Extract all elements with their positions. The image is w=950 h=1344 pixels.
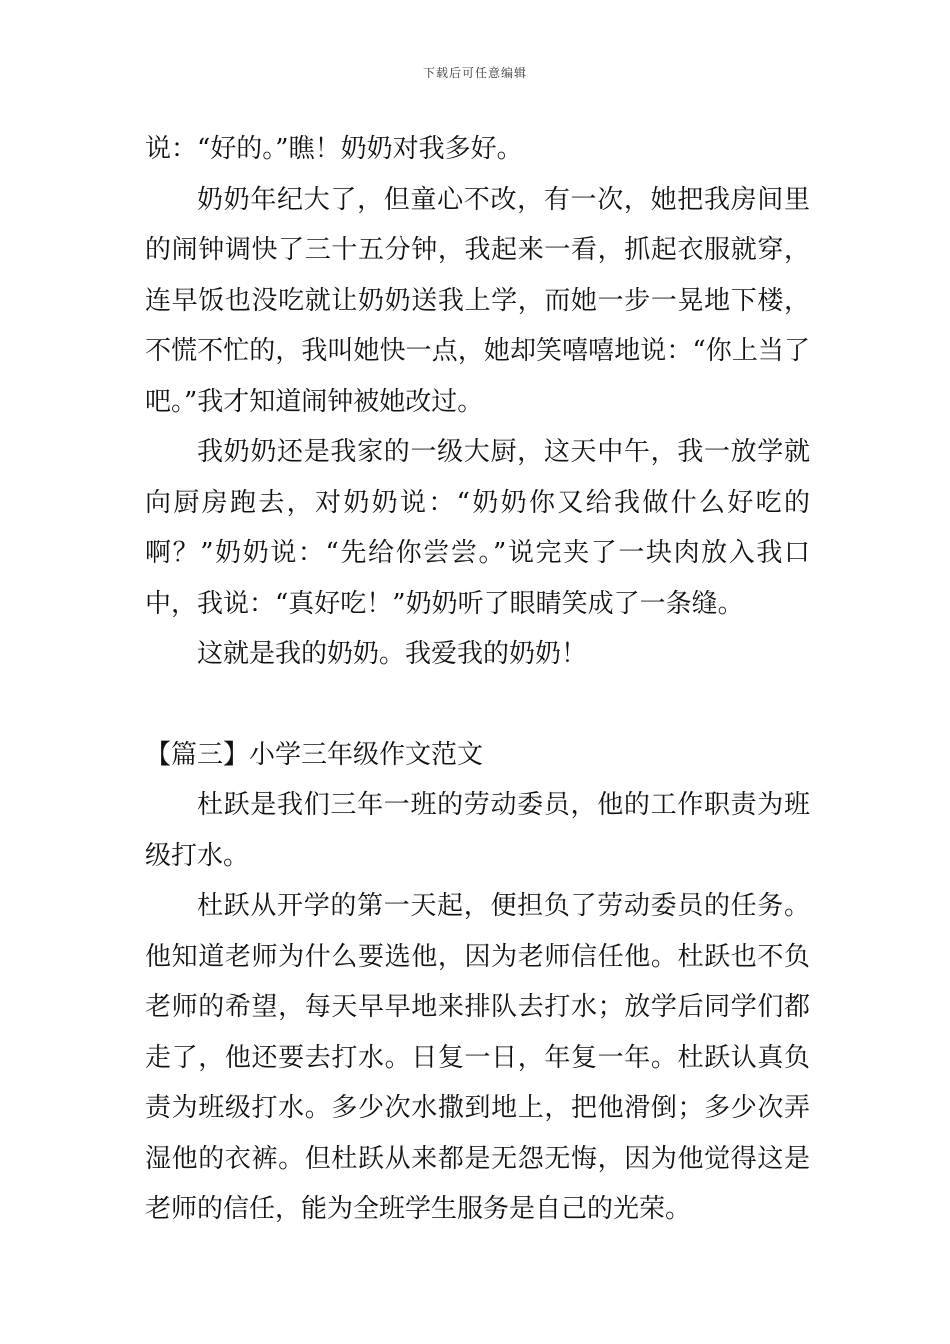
section-title: 【篇三】小学三年级作文范文	[145, 739, 484, 770]
paragraph-grandma-conclusion: 这就是我的奶奶。我爱我的奶奶！	[197, 639, 588, 669]
header-note: 下载后可任意编辑	[422, 66, 527, 80]
paragraph-continuation: 说：“好的。”瞧！奶奶对我多好。	[145, 134, 523, 164]
paragraph-du-yue-intro: 杜跃是我们三年一班的劳动委员，他的工作职责为班级打水。	[145, 790, 810, 871]
paragraph-du-yue-duty: 杜跃从开学的第一天起，便担负了劳动委员的任务。他知道老师为什么要选他，因为老师信任他。杜跃也不负老师的希望，每天早早地来排队去打水；放学后同学们都走了，他还要去打水。日复一日，年复一年。杜跃认真负责为班级打水。多少次水撒到地上，把他滑倒；多少次弄湿他的衣裤。但杜跃从来都是无怨无悔，因为他觉得这是老师的信任，能为全班学生服务是自己的光荣。	[145, 891, 810, 1224]
paragraph-grandma-clock: 奶奶年纪大了，但童心不改，有一次，她把我房间里的闹钟调快了三十五分钟，我起来一看，抓起衣服就穿，连早饭也没吃就让奶奶送我上学，而她一步一晃地下楼，不慌不忙的，我叫她快一点，她却笑嘻嘻地说：“你上当了吧。”我才知道闹钟被她改过。	[145, 184, 810, 417]
section-spacer	[145, 680, 810, 730]
paragraph-grandma-chef: 我奶奶还是我家的一级大厨，这天中午，我一放学就向厨房跑去，对奶奶说：“奶奶你又给我做什么好吃的啊？”奶奶说：“先给你尝尝。”说完夹了一块肉放入我口中，我说：“真好吃！”奶奶听了眼睛笑成了一条缝。	[145, 437, 810, 619]
document-body	[145, 124, 810, 1235]
